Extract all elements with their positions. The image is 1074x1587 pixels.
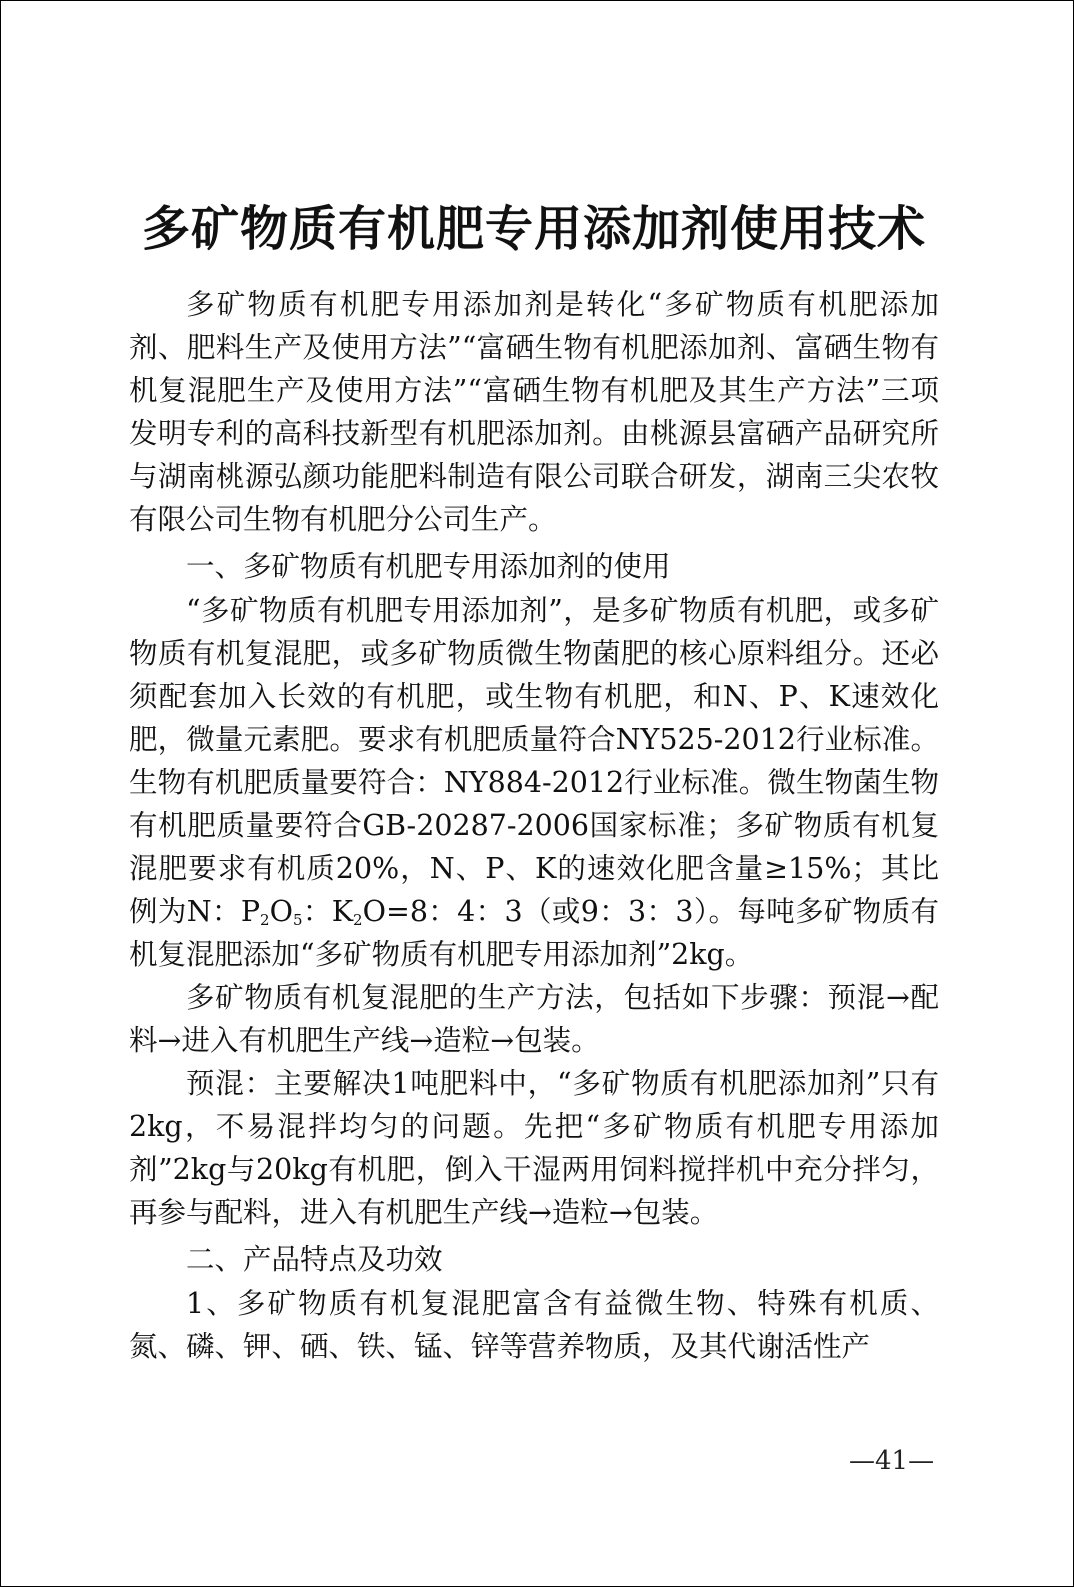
section-1-heading: 一、多矿物质有机肥专用添加剂的使用	[186, 550, 671, 583]
page-content	[129, 197, 939, 1368]
section-1-paragraph-1-tail: 。每吨多矿物质有机复混肥添加“多矿物质有机肥专用添加剂”2kg。	[129, 895, 939, 971]
intro-paragraph: 多矿物质有机肥专用添加剂是转化“多矿物质有机肥添加剂、肥料生产及使用方法”“富硒生物有机肥添加剂、富硒生物有机复混肥生产及使用方法”“富硒生物有机肥及其生产方法”三项发明专利的高科技新型有机肥添加剂。由桃源县富硒产品研究所与湖南桃源弘颜功能肥料制造有限公司联合研发，湖南三尖农牧有限公司生物有机肥分公司生产。	[129, 288, 939, 536]
page-number: —41—	[849, 1446, 935, 1476]
page-title: 多矿物质有机肥专用添加剂使用技术	[141, 201, 926, 257]
section-1-paragraph-1	[129, 589, 939, 976]
section-1-paragraph-2: 多矿物质有机复混肥的生产方法，包括如下步骤：预混→配料→进入有机肥生产线→造粒→包装。	[129, 981, 939, 1057]
section-1-paragraph-1-text: “多矿物质有机肥专用添加剂”，是多矿物质有机肥，或多矿物质有机复混肥，或多矿物质微生物菌肥的核心原料组分。还必须配套加入长效的有机肥，或生物有机肥，和N、P、K速效化肥，微量元素肥。要求有机肥质量符合NY525-2012行业标准。生物有机肥质量要符合：NY884-2012行业标准。微生物菌生物有机肥质量要符合GB-20287-2006国家标准；多矿物质有机复混肥要求有机质20%，N、P、K的速效化肥含量≥15%；其比例为	[129, 594, 939, 928]
section-2-heading: 二、产品特点及功效	[186, 1243, 443, 1276]
nutrient-ratio-formula: N：$P_2O_5$：$K_2O=8$：4：3（或9：3：3）	[186, 895, 709, 929]
section-2-paragraph-1: 1、多矿物质有机复混肥富含有益微生物、特殊有机质、氮、磷、钾、硒、铁、锰、锌等营养物质，及其代谢活性产	[129, 1287, 939, 1363]
section-1-paragraph-3: 预混：主要解决1吨肥料中，“多矿物质有机肥添加剂”只有2kg，不易混拌均匀的问题。先把“多矿物质有机肥专用添加剂”2kg与20kg有机肥，倒入干湿两用饲料搅拌机中充分拌匀，再参与配料，进入有机肥生产线→造粒→包装。	[129, 1067, 939, 1229]
